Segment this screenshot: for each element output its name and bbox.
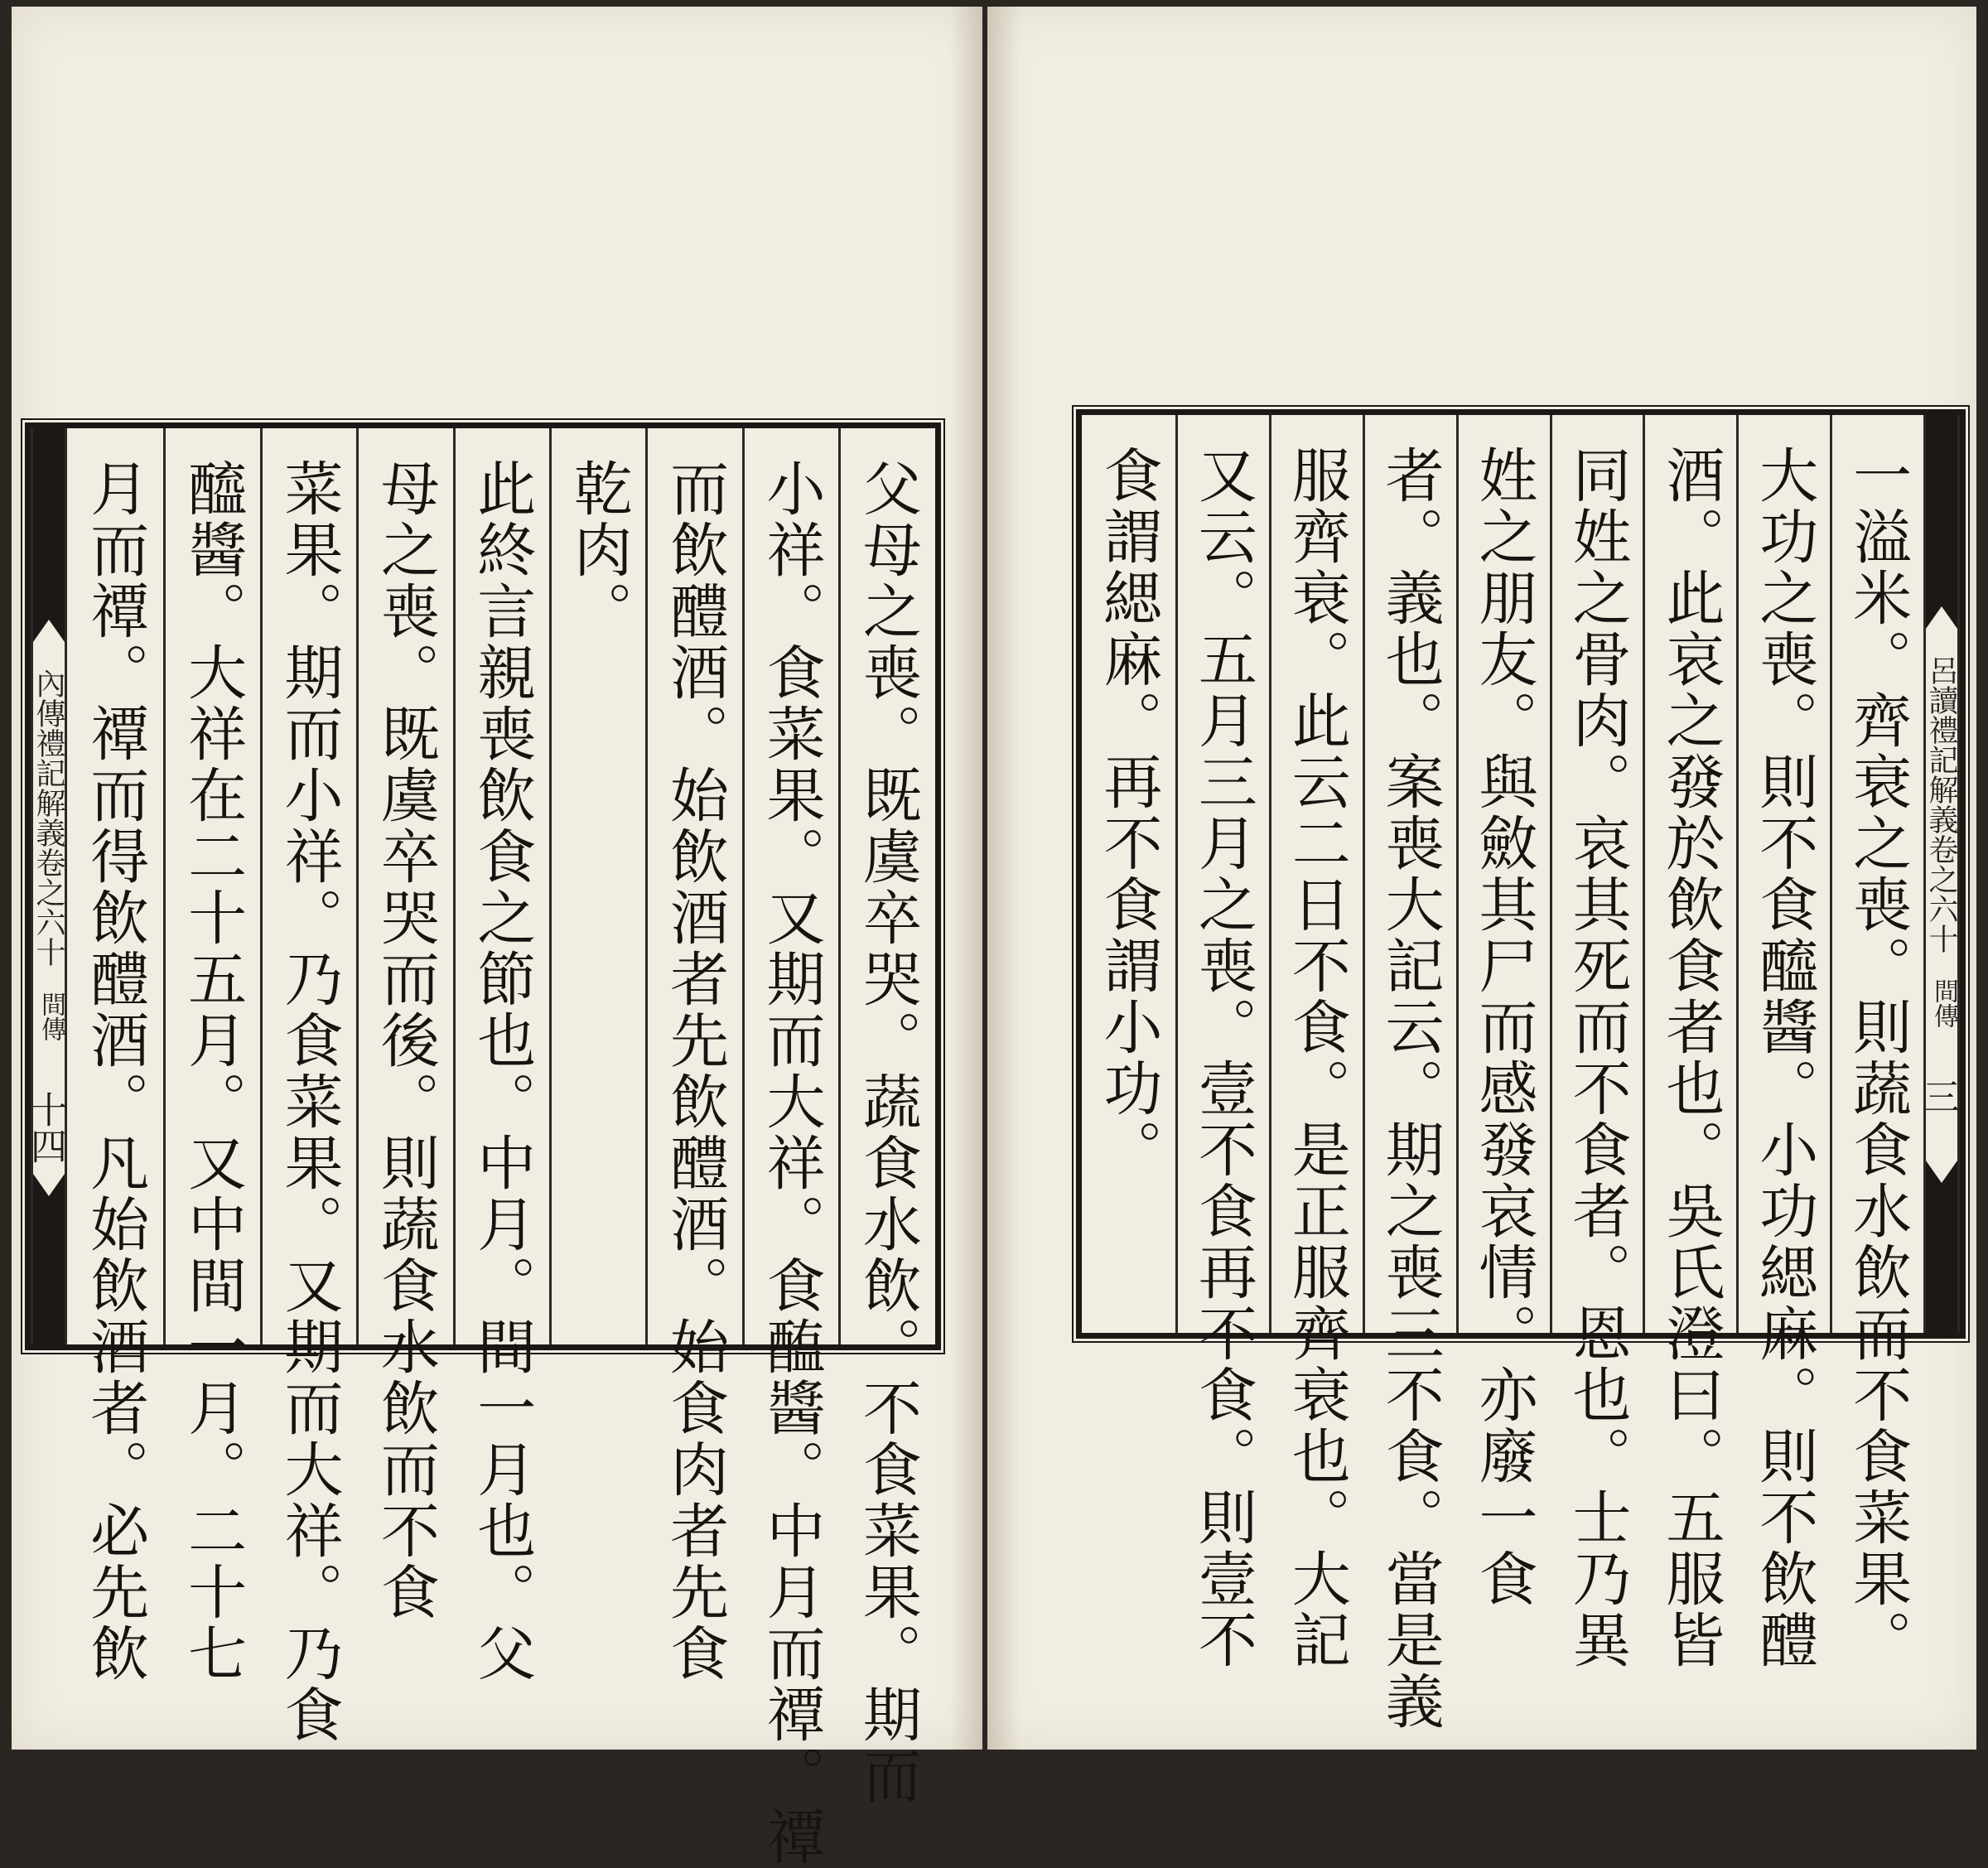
right-column-text: 服齊衰。此云二日不食。是正服齊衰也。大記 [1282,445,1352,1671]
right-column-text: 一溢米。齊衰之喪。則蔬食水飲而不食菜果。 [1843,445,1913,1671]
left-column-7 [260,428,356,1745]
right-column-text: 同姓之骨肉。哀其死而不食者。恩也。士乃異 [1562,445,1632,1671]
fish-tail-lower [1926,1161,1957,1235]
left-column-4 [549,428,645,1344]
left-page [12,7,982,1868]
right-column-text: 食謂緦麻。再不食謂小功。 [1093,445,1163,1180]
fish-tail-lower [33,1174,65,1248]
right-column-text: 酒。此哀之發於飲食者也。吳氏澄曰。五服皆 [1656,445,1725,1671]
left-column-2 [742,428,838,1868]
left-column-text: 此終言親喪飲食之節也。中月。間一月也。父 [467,458,537,1684]
left-column-text: 月而禫。禫而得飲醴酒。凡始飲酒者。必先飲 [80,458,150,1684]
left-column-text: 乾肉。 [564,458,634,642]
left-column-3 [645,428,741,1684]
right-column-8 [1175,415,1269,1671]
fish-tail-upper [1926,554,1957,629]
right-spine [1917,415,1960,1333]
right-column-4 [1550,415,1643,1671]
left-column-text: 菜果。期而小祥。乃食菜果。又期而大祥。乃食 [274,458,344,1745]
left-column-text: 母之喪。既虞卒哭而後。則蔬食水飲而不食 [371,458,441,1623]
left-column-text: 父母之喪。既虞卒哭。蔬食水飲。不食菜果。期而 [853,458,923,1807]
left-column-6 [356,428,452,1623]
right-column-text: 姓之朋友。與斂其尸而感發哀情。亦廢一食 [1469,445,1539,1610]
right-column-7 [1269,415,1363,1671]
right-spine-chapter: 間傳 [1929,978,1958,1028]
right-column-text: 者。義也。案喪大記云。期之喪三不食。當是義 [1376,445,1445,1732]
right-column-1 [1830,415,1923,1671]
right-column-2 [1736,415,1830,1671]
left-text-frame [24,422,941,1868]
right-column-5 [1456,415,1550,1610]
right-column-9 [1082,415,1175,1333]
left-spine [24,428,67,1344]
fish-tail-upper [33,567,65,642]
right-page [987,7,1976,1750]
left-column-text: 而飲醴酒。始飲酒者先飲醴酒。始食肉者先食 [660,458,730,1684]
right-text-frame [1076,409,1966,1732]
left-column-text: 醯醬。大祥在二十五月。又中間一月。二十七 [178,458,248,1684]
left-column-1 [838,428,934,1807]
left-spine-chapter: 間傳 [36,992,65,1041]
right-column-text: 又云。五月三月之喪。壹不食再不食。則壹不 [1189,445,1258,1671]
right-column-6 [1363,415,1456,1732]
left-column-text: 小祥。食菜果。又期而大祥。食醢醬。中月而禫。禫 [756,458,826,1868]
right-folio: 三 [1917,1078,1959,1114]
right-column-3 [1643,415,1736,1671]
right-column-text: 大功之喪。則不食醯醬。小功緦麻。則不飲醴 [1749,445,1819,1671]
left-folio: 十四 [24,1091,66,1164]
left-column-5 [453,428,549,1684]
left-column-9 [67,428,163,1684]
left-spine-title: 內傳禮記解義卷之六十 [31,669,65,967]
left-column-8 [163,428,259,1684]
right-spine-title: 呂讀禮記解義卷之六十 [1924,655,1958,953]
